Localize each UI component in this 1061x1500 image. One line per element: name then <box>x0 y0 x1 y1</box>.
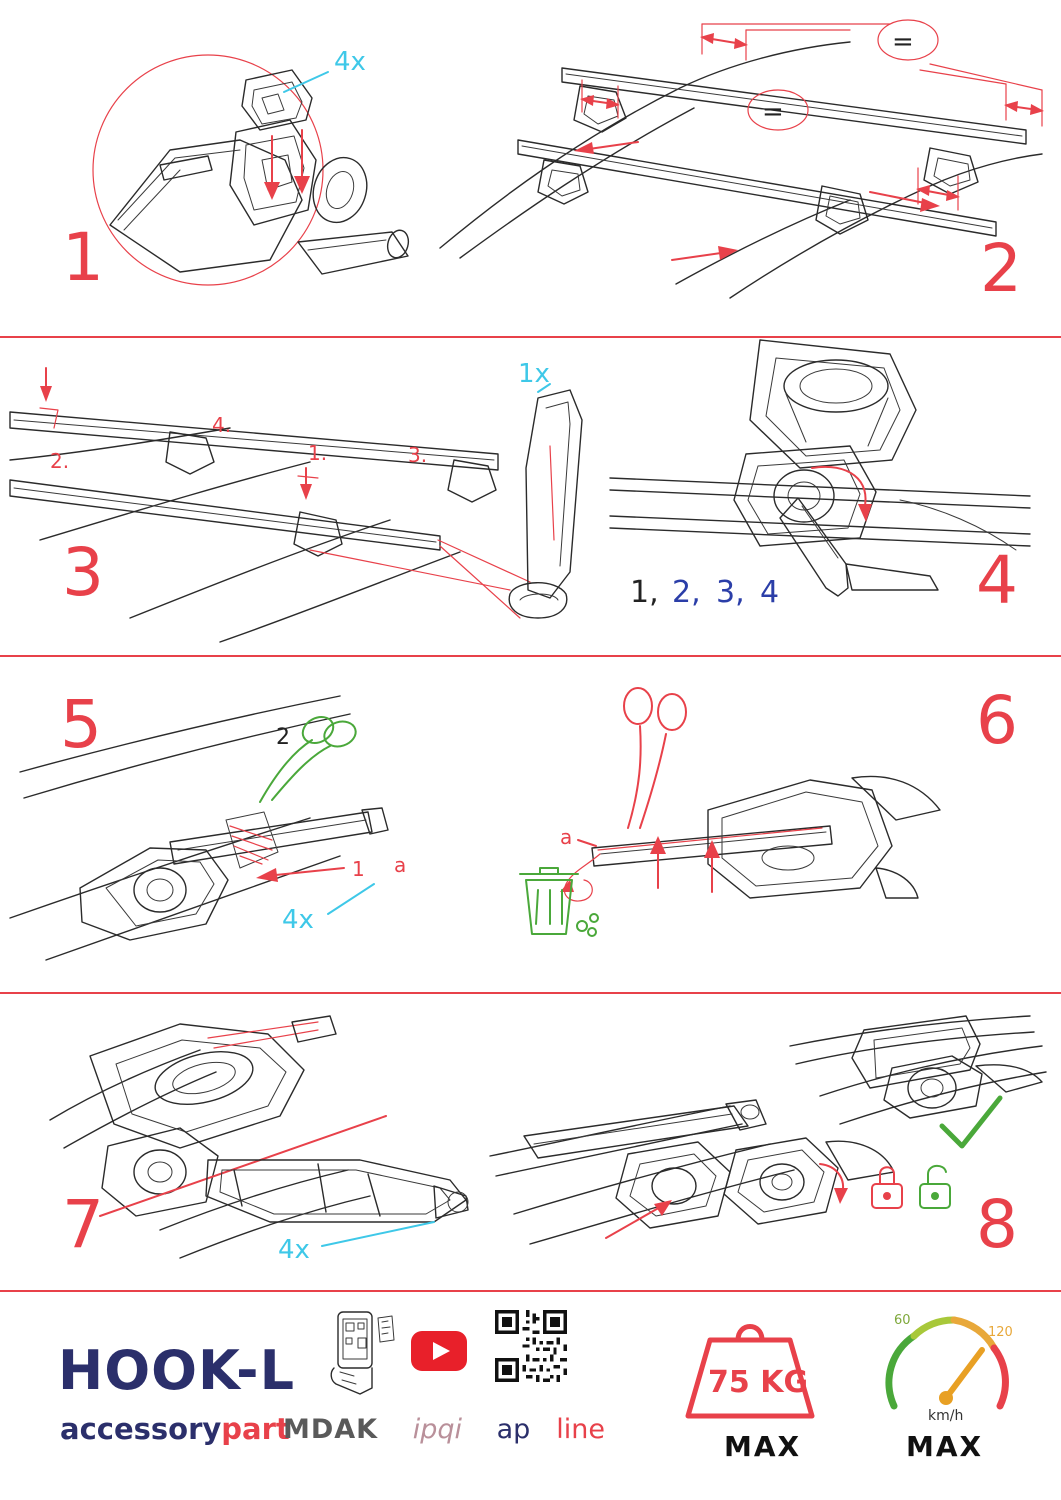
step-1-label-4x: 4x <box>334 47 366 77</box>
speed-unit: km/h <box>928 1408 964 1424</box>
step-5-label-2: 2 <box>276 725 290 750</box>
qr-scan-icon <box>320 1310 400 1396</box>
weight-icon <box>680 1306 820 1426</box>
step-2-panel <box>430 8 1050 328</box>
step-5-number: 5 <box>60 686 103 763</box>
step-3-label-1: 1. <box>308 441 328 465</box>
weight-max-label: MAX <box>724 1430 802 1463</box>
step-4-number: 4 <box>976 542 1019 619</box>
step-5-label-1: 1 <box>352 857 365 881</box>
weight-value: 75 KG <box>708 1365 809 1400</box>
speed-tick-60: 60 <box>894 1313 911 1328</box>
tagline-accessory: accessory <box>60 1412 222 1446</box>
step-3-label-4: 4. <box>212 413 232 437</box>
step-5-label-a: a <box>394 853 407 877</box>
speed-tick-120: 120 <box>988 1325 1013 1340</box>
tagline <box>60 1412 290 1446</box>
partner-mdak: MDAK <box>283 1414 379 1445</box>
youtube-icon[interactable] <box>410 1330 468 1372</box>
step-6-number: 6 <box>976 682 1019 759</box>
step-4-seq-2: 2, <box>672 575 701 610</box>
step-8-number: 8 <box>976 1186 1019 1263</box>
step-4-seq-1: 1, <box>630 575 659 610</box>
step-1-number: 1 <box>62 219 105 296</box>
qr-code-icon <box>495 1310 567 1382</box>
step-3-label-3: 3. <box>408 443 428 467</box>
step-2-number: 2 <box>980 230 1023 307</box>
step-6-panel <box>500 668 970 978</box>
step-4-seq-4: 4 <box>760 575 780 610</box>
speed-max-label: MAX <box>906 1430 984 1463</box>
step-8-illustration <box>490 1000 1050 1285</box>
step-6-label-a: a <box>560 825 573 849</box>
divider-row-2 <box>0 655 1061 657</box>
step-7-number: 7 <box>62 1186 105 1263</box>
step-8-panel <box>490 1000 1050 1285</box>
step-6-illustration <box>500 668 970 978</box>
step-2-equal-1: = <box>892 27 914 57</box>
tagline-part: part <box>221 1412 290 1446</box>
partner-apline: ap line <box>496 1414 605 1445</box>
product-name: HOOK-L <box>58 1339 295 1402</box>
partner-logos <box>283 1414 657 1445</box>
footer <box>0 1292 1061 1500</box>
step-3-label-1x: 1x <box>518 359 550 389</box>
divider-row-3 <box>0 992 1061 994</box>
step-3-number: 3 <box>62 534 105 611</box>
step-7-label-4x: 4x <box>278 1235 310 1265</box>
speedometer-icon <box>880 1302 1016 1426</box>
step-2-equal-2: = <box>762 97 784 127</box>
partner-ipqi: ipqi <box>412 1414 462 1445</box>
step-4-seq-3: 3, <box>716 575 745 610</box>
step-3-label-2: 2. <box>50 449 70 473</box>
divider-row-1 <box>0 336 1061 338</box>
step-5-label-4x: 4x <box>282 905 314 935</box>
step-2-illustration <box>430 8 1050 328</box>
